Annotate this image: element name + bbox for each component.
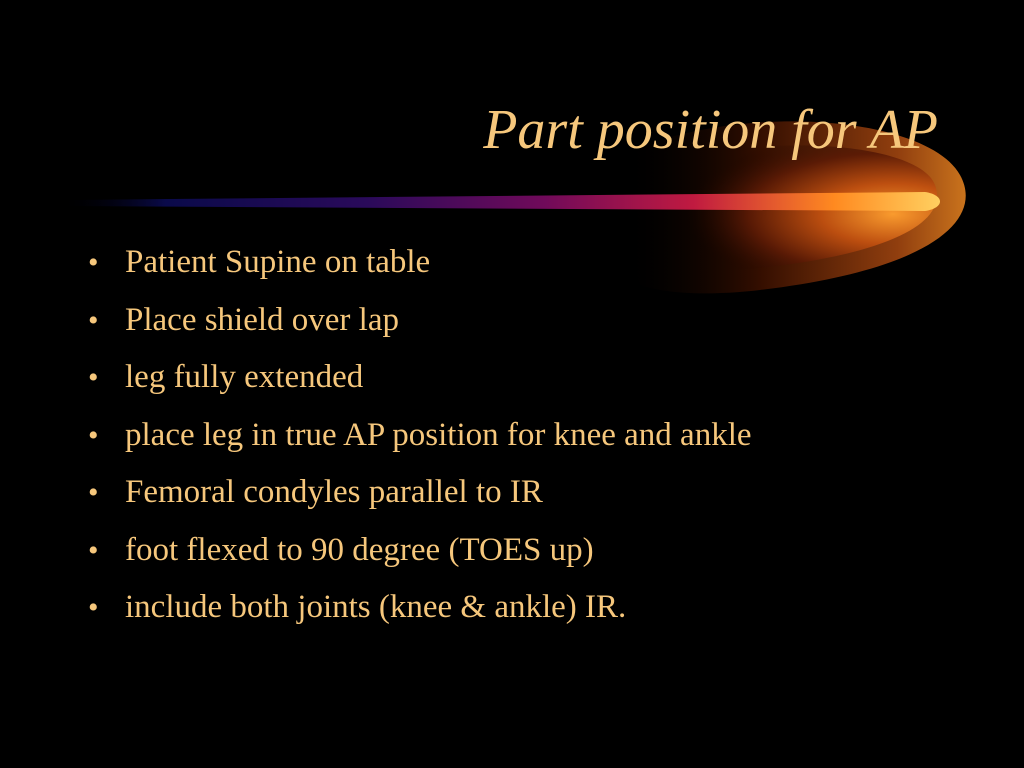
slide-title: Part position for AP	[483, 99, 938, 161]
list-item	[84, 522, 752, 580]
bullet-icon: •	[88, 591, 99, 624]
list-item	[84, 407, 752, 465]
bullet-icon: •	[88, 303, 99, 337]
list-item	[84, 349, 752, 407]
bullet-text: include both joints (knee & ankle) IR.	[125, 589, 627, 625]
list-item	[84, 234, 752, 292]
list-item	[84, 292, 752, 350]
bullet-text: leg fully extended	[125, 359, 364, 395]
bullet-text: place leg in true AP position for knee and ankle	[125, 416, 752, 453]
list-item	[84, 579, 752, 637]
bullet-icon: •	[88, 418, 99, 452]
bullet-icon: •	[88, 246, 99, 279]
bullet-text: Patient Supine on table	[125, 244, 431, 280]
bullet-icon: •	[88, 361, 99, 394]
bullet-text: foot flexed to 90 degree (TOES up)	[125, 531, 594, 568]
list-item	[84, 464, 752, 522]
bullet-list	[84, 234, 752, 637]
swoosh-bar	[60, 192, 940, 211]
bullet-text: Femoral condyles parallel to IR	[125, 474, 543, 510]
bullet-icon: •	[88, 533, 99, 567]
bullet-icon: •	[88, 476, 99, 509]
bullet-text: Place shield over lap	[125, 301, 399, 338]
